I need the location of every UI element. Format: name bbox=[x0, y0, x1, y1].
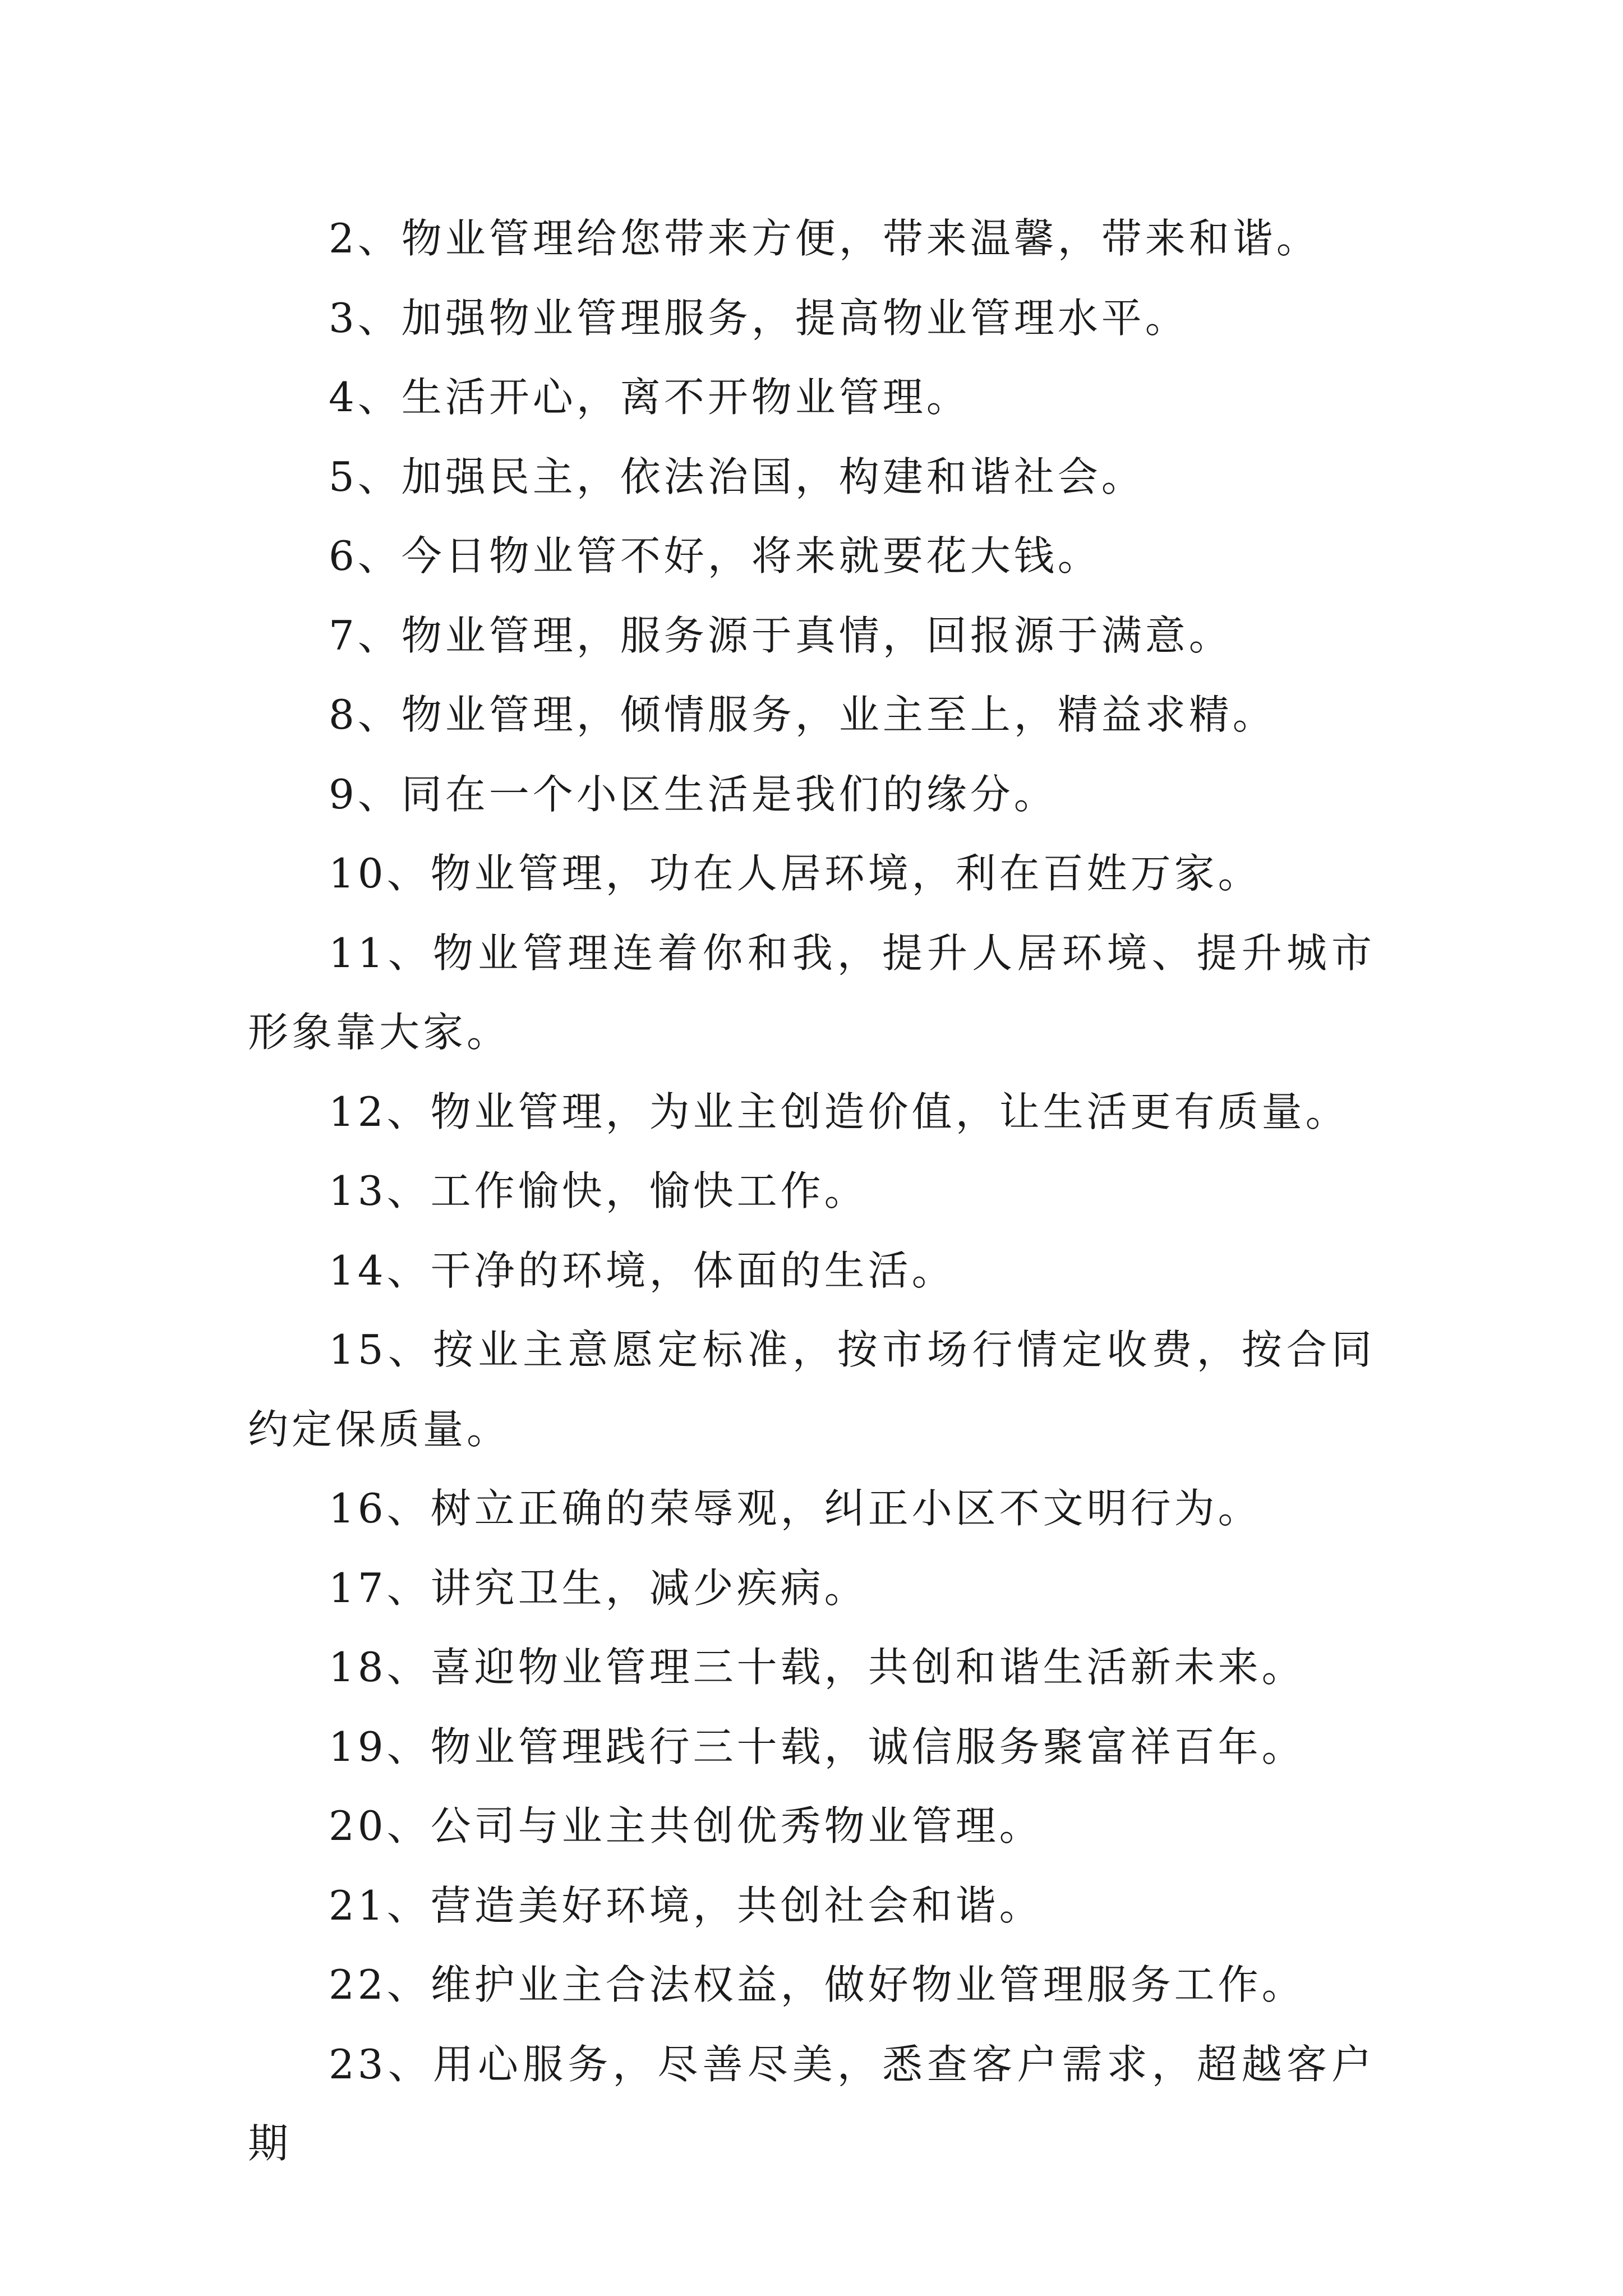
list-item: 23、用心服务，尽善尽美，悉查客户需求，超越客户期 bbox=[248, 2040, 1375, 2167]
list-item: 15、按业主意愿定标准，按市场行情定收费，按合同约定保质量。 bbox=[248, 1326, 1375, 1453]
list-item: 4、生活开心，离不开物业管理。 bbox=[329, 374, 970, 421]
list-item: 9、同在一个小区生活是我们的缘分。 bbox=[329, 770, 1058, 818]
list-item: 18、喜迎物业管理三十载，共创和谐生活新未来。 bbox=[329, 1644, 1306, 1691]
list-item: 21、营造美好环境，共创社会和谐。 bbox=[329, 1881, 1043, 1929]
list-item: 5、加强民主，依法治国，构建和谐社会。 bbox=[329, 453, 1145, 500]
list-item: 13、工作愉快，愉快工作。 bbox=[329, 1167, 868, 1214]
list-item: 12、物业管理，为业主创造价值，让生活更有质量。 bbox=[329, 1088, 1349, 1135]
list-item: 16、树立正确的荣辱观，纠正小区不文明行为。 bbox=[329, 1485, 1262, 1532]
list-item: 7、物业管理，服务源于真情，回报源于满意。 bbox=[329, 611, 1233, 659]
list-item: 10、物业管理，功在人居环境，利在百姓万家。 bbox=[329, 850, 1262, 897]
list-item: 20、公司与业主共创优秀物业管理。 bbox=[329, 1802, 1043, 1849]
slogan-list bbox=[248, 199, 1375, 2184]
list-item: 19、物业管理践行三十载，诚信服务聚富祥百年。 bbox=[329, 1723, 1306, 1770]
list-item: 22、维护业主合法权益，做好物业管理服务工作。 bbox=[329, 1961, 1306, 2008]
list-item: 8、物业管理，倾情服务，业主至上，精益求精。 bbox=[329, 691, 1276, 738]
list-item: 17、讲究卫生，减少疾病。 bbox=[329, 1564, 868, 1612]
list-item: 6、今日物业管不好，将来就要花大钱。 bbox=[329, 532, 1101, 579]
list-item: 14、干净的环境，体面的生活。 bbox=[329, 1246, 956, 1294]
list-item: 11、物业管理连着你和我，提升人居环境、提升城市形象靠大家。 bbox=[248, 929, 1375, 1056]
list-item: 2、物业管理给您带来方便，带来温馨，带来和谐。 bbox=[329, 215, 1320, 262]
list-item: 3、加强物业管理服务，提高物业管理水平。 bbox=[329, 294, 1189, 342]
